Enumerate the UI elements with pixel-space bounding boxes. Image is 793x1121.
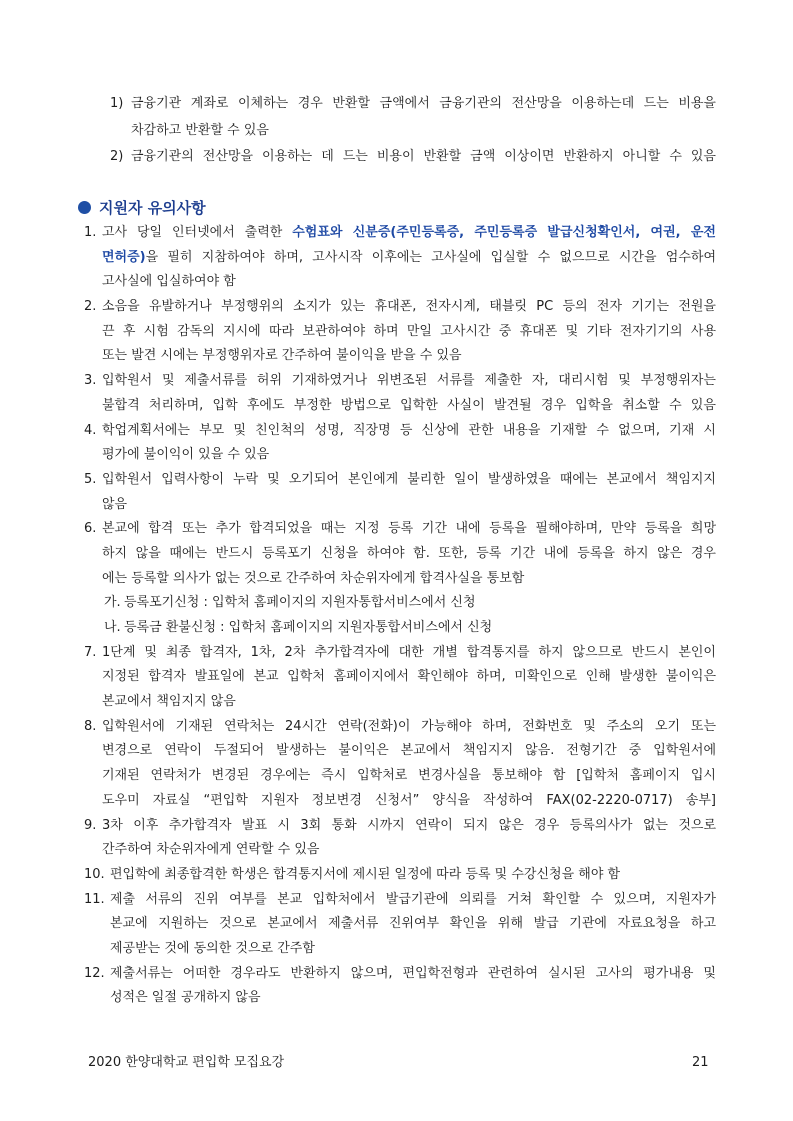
- text-line: 평가에 불이익이 있을 수 있음: [102, 447, 270, 463]
- notice-text: [102, 468, 716, 517]
- text-line: 학업계획서에는 부모 및 친인척의 성명, 직장명 등 신상에 관한 내용을 기재할 수 없으며, 기재 시: [102, 422, 716, 438]
- notice-item: [84, 221, 716, 295]
- notice-text: [102, 517, 716, 640]
- text-line: 금융기관의 전산망을 이용하는 데 드는 비용이 반환할 금액 이상이면 반환하지 아니할 수 있음: [131, 149, 716, 164]
- sub-item-text: 등록금 환불신청 : 입학처 홈페이지의 지원자통합서비스에서 신청: [124, 620, 493, 635]
- notice-number: 11.: [84, 891, 105, 907]
- sub-item-text: 등록포기신청 : 입학처 홈페이지의 지원자통합서비스에서 신청: [124, 595, 476, 611]
- sub-item-number: 가.: [104, 595, 121, 611]
- notice-item: [84, 962, 716, 1011]
- text-line: 제공받는 것에 동의한 것으로 간주함: [110, 940, 315, 956]
- text-line: 본교에 지원하는 것으로 본교에서 제출서류 진위여부 확인을 위해 발급 기관에 자료요청을 하고: [110, 916, 716, 932]
- text-line: 제출서류는 어떠한 경우라도 반환하지 않으며, 편입학전형과 관련하여 실시된 고사의 평가내용 및: [110, 965, 716, 981]
- notice-item: [84, 369, 716, 418]
- notice-text: [102, 814, 716, 863]
- notice-text: [102, 295, 716, 369]
- notice-text: [102, 369, 716, 418]
- notice-text: [102, 641, 716, 715]
- text-line: 성적은 일절 공개하지 않음: [110, 990, 261, 1006]
- text-line: 소음을 유발하거나 부정행위의 소지가 있는 휴대폰, 전자시계, 태블릿 PC 등의 전자 기기는 전원을: [102, 299, 716, 315]
- emphasis-text: 수험표와 신분증(주민등록증, 주민등록증 발급신청확인서, 여권, 운전: [292, 225, 716, 240]
- text-line: [102, 246, 716, 271]
- notice-number: 2.: [84, 299, 97, 315]
- refund-note-number: 1): [110, 96, 124, 111]
- text-line: 본교에 합격 또는 추가 합격되었을 때는 지정 등록 기간 내에 등록을 필해야하며, 만약 등록을 희망: [102, 521, 716, 537]
- emphasis-text: 면허증): [102, 249, 146, 265]
- bullet-circle-icon: [78, 201, 91, 214]
- notice-item: [84, 863, 716, 888]
- notice-item: [84, 814, 716, 863]
- text-line: 편입학에 최종합격한 학생은 합격통지서에 제시된 일정에 따라 등록 및 수강신청을 해야 함: [110, 866, 621, 882]
- text-line: [102, 221, 716, 246]
- text-line: 끈 후 시험 감독의 지시에 따라 보관하여야 하며 만일 고사시간 중 휴대폰 및 기타 전자기기의 사용: [102, 323, 716, 339]
- notice-item: [84, 888, 716, 962]
- text-line: 또는 발견 시에는 부정행위자로 간주하여 불이익을 받을 수 있음: [102, 348, 462, 364]
- notice-text: [110, 863, 716, 888]
- notice-number: 7.: [84, 644, 97, 660]
- notice-text: [102, 715, 716, 814]
- notice-item: [84, 641, 716, 715]
- sub-item: [102, 616, 716, 641]
- text-line: 고사실에 입실하여야 함: [102, 274, 236, 290]
- text-line: 금융기관 계좌로 이체하는 경우 반환할 금액에서 금융기관의 전산망을 이용하는데 드는 비용을: [131, 96, 716, 111]
- notice-text: [110, 962, 716, 1011]
- text-segment: 을 필히 지참하여야 하며, 고사시작 이후에는 고사실에 입실할 수 없으므로 시간을 엄수하여: [145, 249, 717, 265]
- refund-notes: [110, 91, 716, 171]
- section-title: 지원자 유의사항: [99, 198, 206, 217]
- text-line: 지정된 합격자 발표일에 본교 입학처 홈페이지에서 확인해야 하며, 미확인으로 인해 발생한 불이익은: [102, 669, 716, 685]
- text-line: 1단계 및 최종 합격자, 1차, 2차 추가합격자에 대한 개별 합격통지를 하지 않으므로 반드시 본인이: [102, 644, 716, 660]
- text-line: 입학원서에 기재된 연락처는 24시간 연락(전화)이 가능해야 하며, 전화번호 및 주소의 오기 또는: [102, 718, 716, 734]
- text-line: 않음: [102, 496, 128, 512]
- refund-note-text: [131, 144, 716, 171]
- notice-number: 3.: [84, 373, 97, 389]
- text-line: 3차 이후 추가합격자 발표 시 3회 통화 시까지 연락이 되지 않은 경우 등록의사가 없는 것으로: [102, 817, 716, 833]
- sub-item-number: 나.: [104, 620, 121, 635]
- notice-number: 4.: [84, 422, 97, 438]
- text-line: 차감하고 반환할 수 있음: [131, 122, 269, 138]
- notice-text: [102, 419, 716, 468]
- notice-text: [110, 888, 716, 962]
- page-number: 21: [692, 1055, 709, 1070]
- text-line: 간주하여 차순위자에게 연락할 수 있음: [102, 842, 320, 858]
- notice-number: 12.: [84, 965, 105, 981]
- refund-note-text: [131, 91, 716, 144]
- section-heading: [78, 194, 206, 220]
- notice-number: 5.: [84, 471, 97, 487]
- text-segment: 고사 당일 인터넷에서 출력한: [102, 225, 293, 240]
- text-line: 하지 않을 때에는 반드시 등록포기 신청을 하여야 함. 또한, 등록 기간 내에 등록을 하지 않은 경우: [102, 545, 716, 561]
- refund-note: [110, 91, 716, 144]
- notice-list: [84, 221, 716, 1011]
- text-line: 제출 서류의 진위 여부를 본교 입학처에서 발급기관에 의뢰를 거쳐 확인할 수 있으며, 지원자가: [110, 891, 716, 907]
- notice-number: 9.: [84, 817, 97, 833]
- text-line: 기재된 연락처가 변경된 경우에는 즉시 입학처로 변경사실을 통보해야 함 [입학처 홈페이지 입시: [102, 768, 716, 784]
- notice-number: 6.: [84, 521, 97, 537]
- notice-item: [84, 419, 716, 468]
- text-line: 본교에서 책임지지 않음: [102, 694, 236, 710]
- notice-item: [84, 468, 716, 517]
- notice-item: [84, 517, 716, 640]
- text-line: 변경으로 연락이 두절되어 발생하는 불이익은 본교에서 책임지지 않음. 전형기간 중 입학원서에: [102, 743, 716, 759]
- sub-item: [102, 591, 716, 616]
- text-line: 입학원서 입력사항이 누락 및 오기되어 본인에게 불리한 일이 발생하였을 때에는 본교에서 책임지지: [102, 471, 716, 487]
- notice-number: 10.: [84, 866, 105, 882]
- text-line: 에는 등록할 의사가 없는 것으로 간주하여 차순위자에게 합격사실을 통보함: [102, 570, 525, 586]
- footer-title: 2020 한양대학교 편입학 모집요강: [88, 1055, 285, 1070]
- notice-item: [84, 715, 716, 814]
- notice-item: [84, 295, 716, 369]
- notice-number: 1.: [84, 225, 97, 240]
- notice-text: [102, 221, 716, 295]
- notice-number: 8.: [84, 718, 97, 734]
- text-line: 입학원서 및 제출서류를 허위 기재하였거나 위변조된 서류를 제출한 자, 대리시험 및 부정행위자는: [102, 373, 716, 389]
- refund-note: [110, 144, 716, 171]
- text-line: 도우미 자료실 “편입학 지원자 정보변경 신청서” 양식을 작성하여 FAX(02-2220-0717) 송부]: [102, 792, 716, 808]
- refund-note-number: 2): [110, 149, 124, 164]
- text-line: 불합격 처리하며, 입학 후에도 부정한 방법으로 입학한 사실이 발견될 경우 입학을 취소할 수 있음: [102, 397, 716, 413]
